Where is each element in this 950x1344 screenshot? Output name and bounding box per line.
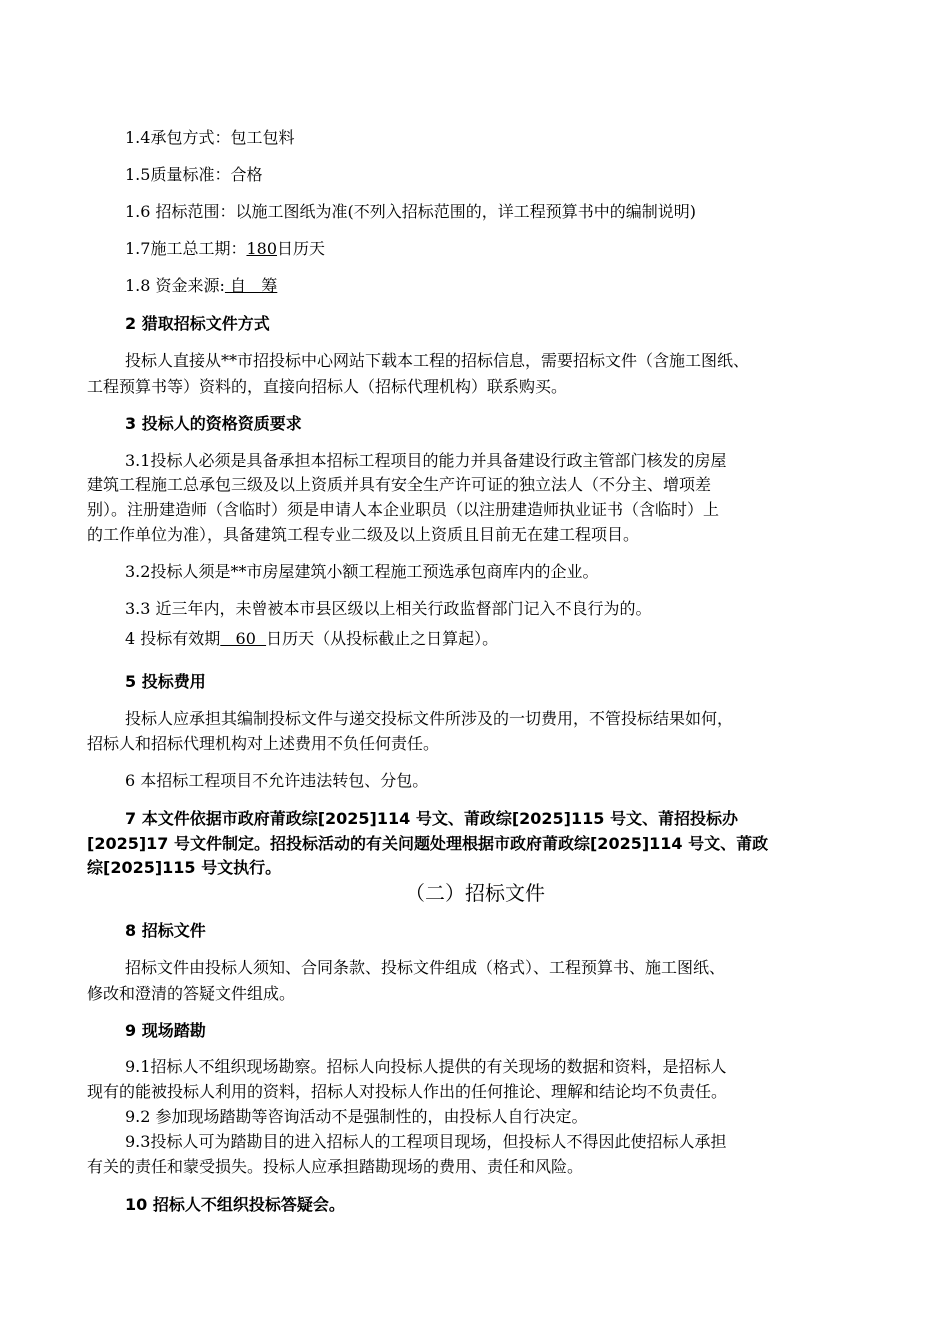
section-2-heading: 2 猎取招标文件方式 — [125, 314, 270, 333]
section-title-bidding-documents: （二）招标文件 — [405, 881, 545, 905]
section-5-para-line-2: 招标人和招标代理机构对上述费用不负任何责任。 — [87, 734, 440, 753]
section-3-2: 3.2投标人须是**市房屋建筑小额工程施工预选承包商库内的企业。 — [125, 562, 599, 581]
section-3-1-line-3: 别）。注册建造师（含临时）须是申请人本企业职员（以注册建造师执业证书（含临时）上 — [87, 500, 720, 519]
section-5-para-line-1: 投标人应承担其编制投标文件与递交投标文件所涉及的一切费用，不管投标结果如何， — [125, 709, 734, 728]
section-2-para-line-1: 投标人直接从**市招投标中心网站下载本工程的招标信息，需要招标文件（含施工图纸、 — [125, 351, 750, 370]
item-1-7-value: 180 — [246, 239, 277, 258]
section-4 — [125, 628, 498, 650]
section-3-1-line-2: 建筑工程施工总承包三级及以上资质并具有安全生产许可证的独立法人（不分主、增项差 — [87, 475, 712, 494]
section-9-1-line-1: 9.1招标人不组织现场勘察。招标人向投标人提供的有关现场的数据和资料，是招标人 — [125, 1057, 727, 1076]
section-4-label: 4 投标有效期 — [125, 629, 221, 648]
item-1-5: 1.5质量标准：合格 — [125, 165, 263, 184]
section-7-line-1: 7 本文件依据市政府莆政综[2025]114 号文、莆政综[2025]115 号文、莆招投标办 — [125, 809, 738, 828]
section-3-1-line-4: 的工作单位为准），具备建筑工程专业二级及以上资质且目前无在建工程项目。 — [87, 525, 640, 544]
section-9-heading: 9 现场踏勘 — [125, 1021, 206, 1040]
section-9-3-line-1: 9.3投标人可为踏勘目的进入招标人的工程项目现场，但投标人不得因此使招标人承担 — [125, 1132, 727, 1151]
item-1-6: 1.6 招标范围：以施工图纸为准(不列入招标范围的，详工程预算书中的编制说明) — [125, 202, 697, 221]
item-1-7-label: 1.7施工总工期： — [125, 239, 247, 258]
item-1-8 — [125, 275, 277, 297]
section-8-para-line-1: 招标文件由投标人须知、合同条款、投标文件组成（格式）、工程预算书、施工图纸、 — [125, 958, 726, 977]
section-9-1-line-2: 现有的能被投标人利用的资料，招标人对投标人作出的任何推论、理解和结论均不负责任。 — [87, 1082, 728, 1101]
section-3-heading: 3 投标人的资格资质要求 — [125, 414, 302, 433]
section-4-value: 60 — [220, 629, 267, 648]
section-3-3: 3.3 近三年内，未曾被本市县区级以上相关行政监督部门记入不良行为的。 — [125, 599, 652, 618]
section-8-para-line-2: 修改和澄清的答疑文件组成。 — [87, 984, 296, 1003]
section-8-heading: 8 招标文件 — [125, 921, 206, 940]
section-2-para-line-2: 工程预算书等）资料的，直接向招标人（招标代理机构）联系购买。 — [87, 377, 568, 396]
section-4-unit: 日历天（从投标截止之日算起）。 — [266, 629, 499, 648]
section-10: 10 招标人不组织投标答疑会。 — [125, 1195, 345, 1214]
item-1-7-unit: 日历天 — [277, 239, 326, 258]
item-1-8-value: 自 筹 — [224, 276, 278, 295]
item-1-8-label: 1.8 资金来源: — [125, 276, 225, 295]
item-1-4: 1.4承包方式：包工包料 — [125, 128, 295, 147]
section-5-heading: 5 投标费用 — [125, 672, 206, 691]
section-9-3-line-2: 有关的责任和蒙受损失。投标人应承担踏勘现场的费用、责任和风险。 — [87, 1157, 584, 1176]
item-1-7 — [125, 238, 325, 260]
section-3-1-line-1: 3.1投标人必须是具备承担本招标工程项目的能力并具备建设行政主管部门核发的房屋 — [125, 451, 727, 470]
section-9-2: 9.2 参加现场踏勘等咨询活动不是强制性的，由投标人自行决定。 — [125, 1107, 588, 1126]
section-6: 6 本招标工程项目不允许违法转包、分包。 — [125, 771, 429, 790]
section-7-line-3: 综[2025]115 号文执行。 — [87, 858, 282, 877]
section-7-line-2: [2025]17 号文件制定。招投标活动的有关问题处理根据市政府莆政综[2025]114 号文、莆政 — [87, 834, 769, 853]
